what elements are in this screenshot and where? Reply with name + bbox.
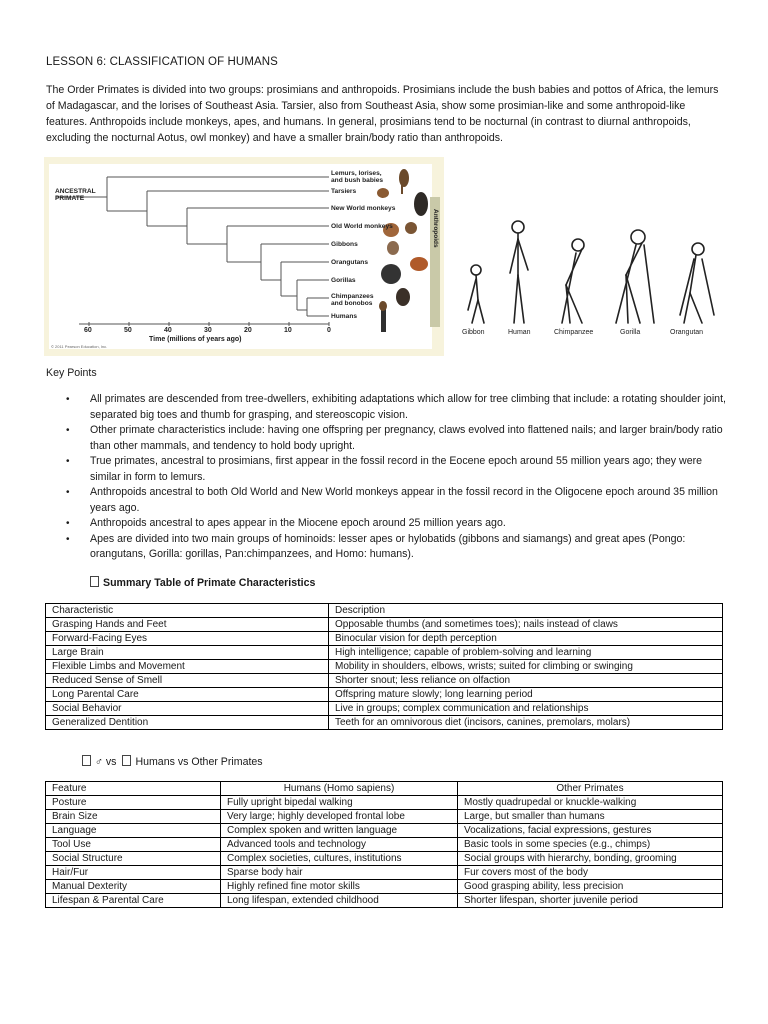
table-cell: Shorter snout; less reliance on olfaction [329, 674, 723, 688]
summary-title-text: Summary Table of Primate Characteristics [103, 577, 316, 589]
table-header-row [46, 604, 723, 618]
list-item [66, 516, 726, 532]
table-row [46, 866, 723, 880]
table-cell: Flexible Limbs and Movement [46, 660, 329, 674]
table-cell: Vocalizations, facial expressions, gestures [458, 824, 723, 838]
taxon-label: Lemurs, lorises, [331, 170, 382, 177]
comparison-table [45, 781, 723, 908]
taxon-label: Gorillas [331, 277, 356, 284]
skeleton-drawings [458, 215, 728, 327]
table-cell: Shorter lifespan, shorter juvenile period [458, 894, 723, 908]
taxon-label: and bonobos [331, 300, 373, 307]
skeleton-comparison-figure [458, 215, 728, 345]
table-row [46, 660, 723, 674]
lesson-title: LESSON 6: CLASSIFICATION OF HUMANS [46, 56, 278, 68]
table-cell: Fully upright bipedal walking [221, 796, 458, 810]
table-cell: Grasping Hands and Feet [46, 618, 329, 632]
table-cell: Manual Dexterity [46, 880, 221, 894]
table-header-row [46, 782, 723, 796]
table-cell: Large, but smaller than humans [458, 810, 723, 824]
axis-tick: 40 [164, 327, 172, 334]
table-cell: Social groups with hierarchy, bonding, grooming [458, 852, 723, 866]
taxon-label: Orangutans [331, 259, 369, 266]
table-cell: Teeth for an omnivorous diet (incisors, canines, premolars, molars) [329, 716, 723, 730]
table-cell: Posture [46, 796, 221, 810]
table-row [46, 646, 723, 660]
missing-glyph-icon [122, 755, 131, 766]
axis-tick: 30 [204, 327, 212, 334]
table-cell: Brain Size [46, 810, 221, 824]
table-cell: Large Brain [46, 646, 329, 660]
table-cell: Tool Use [46, 838, 221, 852]
table-row [46, 796, 723, 810]
bullet-icon: • [66, 533, 70, 545]
phylogeny-tree [49, 164, 432, 349]
key-point-text: Apes are divided into two main groups of hominoids: lesser apes or hylobatids (gibbons and siamangs) and great apes (Pongo: orangutans, Gorilla: gorillas, Pan:chimpanzees, and Homo: humans). [90, 532, 686, 560]
table-cell: Social Behavior [46, 702, 329, 716]
list-item [66, 392, 726, 423]
table-header-cell: Characteristic [46, 604, 329, 618]
table-cell: Live in groups; complex communication and relationships [329, 702, 723, 716]
compare-title-mid: ♂ vs [95, 756, 117, 768]
list-item [66, 532, 726, 563]
skeleton-label: Gibbon [462, 329, 485, 336]
table-cell: Offspring mature slowly; long learning period [329, 688, 723, 702]
taxon-label: Humans [331, 313, 358, 320]
table-cell: Basic tools in some species (e.g., chimps) [458, 838, 723, 852]
key-point-text: True primates, ancestral to prosimians, first appear in the fossil record in the Eocene epoch around 55 million years ago; they were similar in form to lemurs. [90, 455, 703, 483]
table-cell: Long lifespan, extended childhood [221, 894, 458, 908]
table-header-cell: Other Primates [458, 782, 723, 796]
table-cell: Forward-Facing Eyes [46, 632, 329, 646]
missing-glyph-icon [82, 755, 91, 766]
table-cell: Complex societies, cultures, institutions [221, 852, 458, 866]
bullet-icon: • [66, 487, 70, 498]
table-row [46, 632, 723, 646]
taxon-label: New World monkeys [331, 205, 396, 212]
axis-tick: 0 [327, 327, 331, 334]
skeleton-label: Chimpanzee [554, 329, 594, 336]
intro-text: The Order Primates is divided into two groups: prosimians and anthropoids. Prosimians include the bush babies and pottos of Africa, the lemurs of Madagascar, and the lorises of Southeast Asia. Tarsier, also from Southeast Asia, show some prosimian-like and some anthropoid-like features. Anthropoids include monkeys, apes, and humans. In general, prosimians tend to be nocturnal (in contrast to diurnal anthropoids, excluding the nocturnal Aotus, owl monkey) and have a smaller brain/body ratio than anthropoids. [46, 84, 719, 144]
table-cell: Hair/Fur [46, 866, 221, 880]
table-row [46, 852, 723, 866]
bullet-icon: • [66, 518, 70, 529]
table-row [46, 810, 723, 824]
missing-glyph-icon [90, 576, 99, 587]
table-cell: Advanced tools and technology [221, 838, 458, 852]
table-cell: Complex spoken and written language [221, 824, 458, 838]
key-point-text: All primates are descended from tree-dwellers, exhibiting adaptations which allow for tree climbing that include: a rotating shoulder joint, separated big toes and thumb for grasping, and stereoscopic vision. [90, 393, 726, 421]
table-cell: Good grasping ability, less precision [458, 880, 723, 894]
comparison-table-title [82, 755, 263, 768]
phylogeny-panel [49, 164, 432, 349]
key-point-text: Other primate characteristics include: having one offspring per pregnancy, claws evolved into flattened nails; and larger brain/body ratio than other mammals, and tendency to hold body upright. [90, 424, 723, 452]
taxon-label: Gibbons [331, 241, 358, 248]
table-cell: Fur covers most of the body [458, 866, 723, 880]
figure-copyright: © 2011 Pearson Education, Inc. [51, 344, 108, 349]
table-header-cell: Humans (Homo sapiens) [221, 782, 458, 796]
table-cell: Highly refined fine motor skills [221, 880, 458, 894]
table-cell: Reduced Sense of Smell [46, 674, 329, 688]
table-row [46, 824, 723, 838]
table-row [46, 894, 723, 908]
skeleton-label: Orangutan [670, 329, 704, 336]
list-item [66, 485, 726, 516]
bullet-icon: • [66, 456, 70, 467]
axis-tick: 20 [244, 327, 252, 334]
anthropoids-label: Anthropoids [432, 209, 439, 248]
table-cell: Mostly quadrupedal or knuckle-walking [458, 796, 723, 810]
taxon-label: Old World monkeys [331, 223, 393, 230]
table-cell: Sparse body hair [221, 866, 458, 880]
table-cell: Lifespan & Parental Care [46, 894, 221, 908]
key-point-text: Anthropoids ancestral to both Old World and New World monkeys appear in the fossil record in the Oligocene epoch around 35 million years ago. [90, 486, 718, 514]
axis-tick: 60 [84, 327, 92, 334]
axis-title: Time (millions of years ago) [149, 336, 242, 343]
bullet-icon: • [66, 425, 70, 436]
table-cell: Language [46, 824, 221, 838]
table-cell: Mobility in shoulders, elbows, wrists; suited for climbing or swinging [329, 660, 723, 674]
table-row [46, 618, 723, 632]
table-header-cell: Description [329, 604, 723, 618]
table-cell: Generalized Dentition [46, 716, 329, 730]
table-cell: High intelligence; capable of problem-solving and learning [329, 646, 723, 660]
table-header-cell: Feature [46, 782, 221, 796]
table-row [46, 688, 723, 702]
table-cell: Social Structure [46, 852, 221, 866]
axis-tick: 50 [124, 327, 132, 334]
compare-title-end: Humans vs Other Primates [135, 756, 263, 768]
axis-tick: 10 [284, 327, 292, 334]
key-points-heading: Key Points [46, 367, 97, 379]
taxon-label: Chimpanzees [331, 293, 374, 300]
summary-table [45, 603, 723, 730]
table-row [46, 702, 723, 716]
root-label-1: ANCESTRAL [55, 188, 96, 195]
table-row [46, 838, 723, 852]
table-row [46, 716, 723, 730]
table-cell: Opposable thumbs (and sometimes toes); nails instead of claws [329, 618, 723, 632]
key-point-text: Anthropoids ancestral to apes appear in the Miocene epoch around 25 million years ago. [90, 517, 506, 529]
root-label-2: PRIMATE [55, 195, 85, 202]
taxon-label: and bush babies [331, 177, 384, 184]
summary-table-title [90, 576, 315, 589]
bullet-icon: • [66, 394, 70, 405]
table-cell: Very large; highly developed frontal lobe [221, 810, 458, 824]
list-item [66, 423, 726, 454]
table-row [46, 674, 723, 688]
skeleton-label: Human [508, 329, 531, 336]
taxon-label: Tarsiers [331, 188, 357, 195]
key-points-list [66, 392, 726, 563]
intro-paragraph [46, 82, 726, 146]
table-cell: Binocular vision for depth perception [329, 632, 723, 646]
skeleton-label: Gorilla [620, 329, 641, 336]
table-cell: Long Parental Care [46, 688, 329, 702]
primate-phylogeny-figure [44, 157, 444, 356]
table-row [46, 880, 723, 894]
list-item [66, 454, 726, 485]
